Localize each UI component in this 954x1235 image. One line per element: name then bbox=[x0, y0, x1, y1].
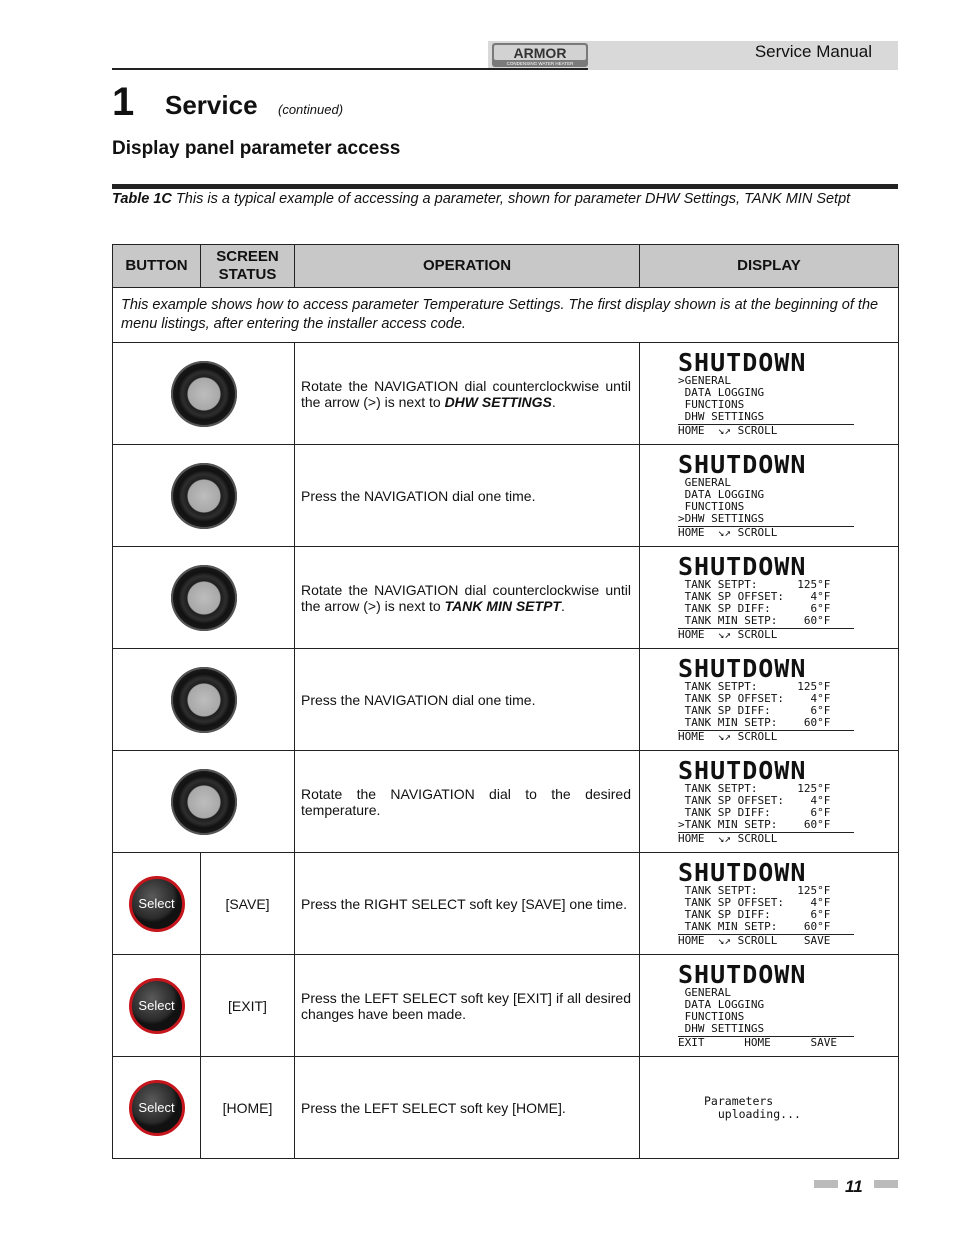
lcd-line: TANK SP OFFSET: 4°F bbox=[678, 896, 831, 909]
page-bar-right bbox=[874, 1180, 898, 1188]
lcd-line: FUNCTIONS bbox=[678, 500, 745, 513]
navigation-dial-icon[interactable] bbox=[171, 565, 237, 631]
navigation-dial-icon[interactable] bbox=[171, 463, 237, 529]
lcd-line: TANK SP OFFSET: 4°F bbox=[678, 590, 831, 603]
armor-logo bbox=[492, 42, 588, 68]
navigation-dial-icon[interactable] bbox=[171, 667, 237, 733]
lcd-title: SHUTDOWN bbox=[678, 450, 807, 479]
lcd-footer: HOME ↘↗ SCROLL bbox=[678, 832, 778, 845]
lcd-line: TANK SETPT: 125°F bbox=[678, 884, 831, 897]
button-cell bbox=[113, 853, 201, 955]
lcd-footer: HOME ↘↗ SCROLL bbox=[678, 424, 778, 437]
table-row bbox=[113, 547, 899, 649]
lcd-line: TANK MIN SETP: 60°F bbox=[678, 920, 831, 933]
lcd-title: SHUTDOWN bbox=[678, 756, 807, 785]
table-row bbox=[113, 751, 899, 853]
display-cell bbox=[640, 343, 899, 445]
lcd-line: GENERAL bbox=[678, 476, 731, 489]
operation-text bbox=[295, 445, 640, 547]
lcd-line: >DHW SETTINGS bbox=[678, 512, 765, 525]
lcd-line: TANK SETPT: 125°F bbox=[678, 578, 831, 591]
operation-text-end: . bbox=[551, 393, 556, 410]
page-bar-left bbox=[814, 1180, 838, 1188]
table-row bbox=[113, 343, 899, 445]
operation-text-parameter: TANK MIN SETPT bbox=[444, 597, 561, 614]
chapter-title: Service bbox=[165, 90, 258, 120]
operation-text-main: Rotate the NAVIGATION dial to the desired temperature. bbox=[301, 785, 631, 818]
button-cell bbox=[113, 445, 295, 547]
lcd-display bbox=[678, 860, 858, 947]
button-cell bbox=[113, 547, 295, 649]
lcd-line: FUNCTIONS bbox=[678, 398, 745, 411]
display-cell bbox=[640, 649, 899, 751]
lcd-footer: HOME ↘↗ SCROLL bbox=[678, 730, 778, 743]
select-button-icon[interactable]: Select bbox=[129, 978, 185, 1034]
table-row bbox=[113, 649, 899, 751]
parameter-table bbox=[112, 244, 899, 1159]
table-row bbox=[113, 445, 899, 547]
lcd-line: TANK SP OFFSET: 4°F bbox=[678, 692, 831, 705]
operation-text-main: Press the NAVIGATION dial one time. bbox=[301, 487, 536, 504]
lcd-footer: HOME ↘↗ SCROLL bbox=[678, 628, 778, 641]
lcd-title: SHUTDOWN bbox=[678, 552, 807, 581]
lcd-line: TANK MIN SETP: 60°F bbox=[678, 614, 831, 627]
operation-text: Press the RIGHT SELECT soft key [SAVE] one time. bbox=[295, 853, 640, 955]
display-cell bbox=[640, 853, 899, 955]
lcd-line: TANK SP DIFF: 6°F bbox=[678, 602, 831, 615]
screen-status: [HOME] bbox=[201, 1057, 295, 1159]
svg-text:CONDENSING WATER HEATER: CONDENSING WATER HEATER bbox=[506, 61, 574, 66]
display-cell bbox=[640, 547, 899, 649]
lcd-title: SHUTDOWN bbox=[678, 960, 807, 989]
lcd-line: TANK SETPT: 125°F bbox=[678, 680, 831, 693]
operation-text-main: Press the NAVIGATION dial one time. bbox=[301, 691, 536, 708]
navigation-dial-icon[interactable] bbox=[171, 361, 237, 427]
lcd-line: DATA LOGGING bbox=[678, 998, 765, 1011]
col-header-display: DISPLAY bbox=[640, 245, 899, 288]
navigation-dial-icon[interactable] bbox=[171, 769, 237, 835]
operation-text bbox=[295, 751, 640, 853]
manual-title: Service Manual bbox=[754, 42, 872, 61]
lcd-display bbox=[678, 962, 858, 1049]
table-header-row bbox=[113, 245, 899, 288]
button-cell bbox=[113, 751, 295, 853]
lcd-title: SHUTDOWN bbox=[678, 654, 807, 683]
operation-text bbox=[295, 547, 640, 649]
lcd-line: TANK SETPT: 125°F bbox=[678, 782, 831, 795]
select-button-icon[interactable]: Select bbox=[129, 876, 185, 932]
operation-text-main: Rotate the NAVIGATION dial counterclockwise until the arrow (>) is next to bbox=[301, 581, 631, 614]
operation-text-main: Rotate the NAVIGATION dial counterclockwise until the arrow (>) is next to bbox=[301, 377, 631, 410]
operation-text bbox=[295, 343, 640, 445]
chapter-continued: (continued) bbox=[278, 102, 344, 117]
chapter-number: 1 bbox=[112, 80, 135, 124]
button-cell bbox=[113, 1057, 201, 1159]
lcd-display bbox=[678, 656, 858, 743]
intro-text: This example shows how to access parameter Temperature Settings. The first display shown is at the beginning of the menu listings, after entering the installer access code. bbox=[113, 288, 899, 343]
button-cell bbox=[113, 343, 295, 445]
page-number: 11 bbox=[845, 1177, 863, 1196]
table-row bbox=[113, 853, 899, 955]
lcd-line: TANK MIN SETP: 60°F bbox=[678, 716, 831, 729]
col-header-operation: OPERATION bbox=[295, 245, 640, 288]
lcd-line: TANK SP OFFSET: 4°F bbox=[678, 794, 831, 807]
lcd-display bbox=[678, 554, 858, 641]
lcd-upload-message: Parameters uploading... bbox=[704, 1093, 801, 1121]
col-header-screen-status: SCREEN STATUS bbox=[201, 245, 295, 288]
display-cell bbox=[640, 445, 899, 547]
lcd-line: GENERAL bbox=[678, 986, 731, 999]
lcd-line: >TANK MIN SETP: 60°F bbox=[678, 818, 831, 831]
lcd-display bbox=[678, 350, 858, 437]
section-rule bbox=[112, 184, 898, 189]
intro-row bbox=[113, 288, 899, 343]
lcd-line: TANK SP DIFF: 6°F bbox=[678, 908, 831, 921]
lcd-footer: HOME ↘↗ SCROLL bbox=[678, 526, 778, 539]
operation-text bbox=[295, 649, 640, 751]
table-caption bbox=[112, 191, 902, 207]
table-row bbox=[113, 955, 899, 1057]
lcd-title: SHUTDOWN bbox=[678, 348, 807, 377]
display-cell bbox=[640, 955, 899, 1057]
lcd-title: SHUTDOWN bbox=[678, 858, 807, 887]
lcd-footer: HOME ↘↗ SCROLL SAVE bbox=[678, 934, 831, 947]
operation-text: Press the LEFT SELECT soft key [HOME]. bbox=[295, 1057, 640, 1159]
lcd-line: >GENERAL bbox=[678, 374, 731, 387]
display-cell bbox=[640, 751, 899, 853]
lcd-line: DHW SETTINGS bbox=[678, 410, 765, 423]
operation-text-end: . bbox=[560, 597, 565, 614]
screen-status: [EXIT] bbox=[201, 955, 295, 1057]
lcd-line: TANK SP DIFF: 6°F bbox=[678, 704, 831, 717]
lcd-line: DATA LOGGING bbox=[678, 386, 765, 399]
svg-text:ARMOR: ARMOR bbox=[513, 45, 567, 61]
section-title: Display panel parameter access bbox=[112, 138, 401, 159]
operation-text: Press the LEFT SELECT soft key [EXIT] if all desired changes have been made. bbox=[295, 955, 640, 1057]
screen-status: [SAVE] bbox=[201, 853, 295, 955]
lcd-line: TANK SP DIFF: 6°F bbox=[678, 806, 831, 819]
operation-text-parameter: DHW SETTINGS bbox=[444, 393, 552, 410]
button-cell bbox=[113, 649, 295, 751]
lcd-line: FUNCTIONS bbox=[678, 1010, 745, 1023]
col-header-button: BUTTON bbox=[113, 245, 201, 288]
lcd-line: DHW SETTINGS bbox=[678, 1022, 765, 1035]
button-cell bbox=[113, 955, 201, 1057]
table-row bbox=[113, 1057, 899, 1159]
select-button-icon[interactable]: Select bbox=[129, 1080, 185, 1136]
caption-label: Table 1C bbox=[112, 191, 172, 207]
lcd-display bbox=[678, 758, 858, 845]
lcd-display bbox=[678, 452, 858, 539]
header-rule bbox=[112, 68, 588, 70]
display-cell bbox=[640, 1057, 899, 1159]
lcd-line: DATA LOGGING bbox=[678, 488, 765, 501]
lcd-footer: EXIT HOME SAVE bbox=[678, 1036, 837, 1049]
caption-text: This is a typical example of accessing a parameter, shown for parameter DHW Settings, TANK MIN Setpt bbox=[171, 191, 851, 207]
